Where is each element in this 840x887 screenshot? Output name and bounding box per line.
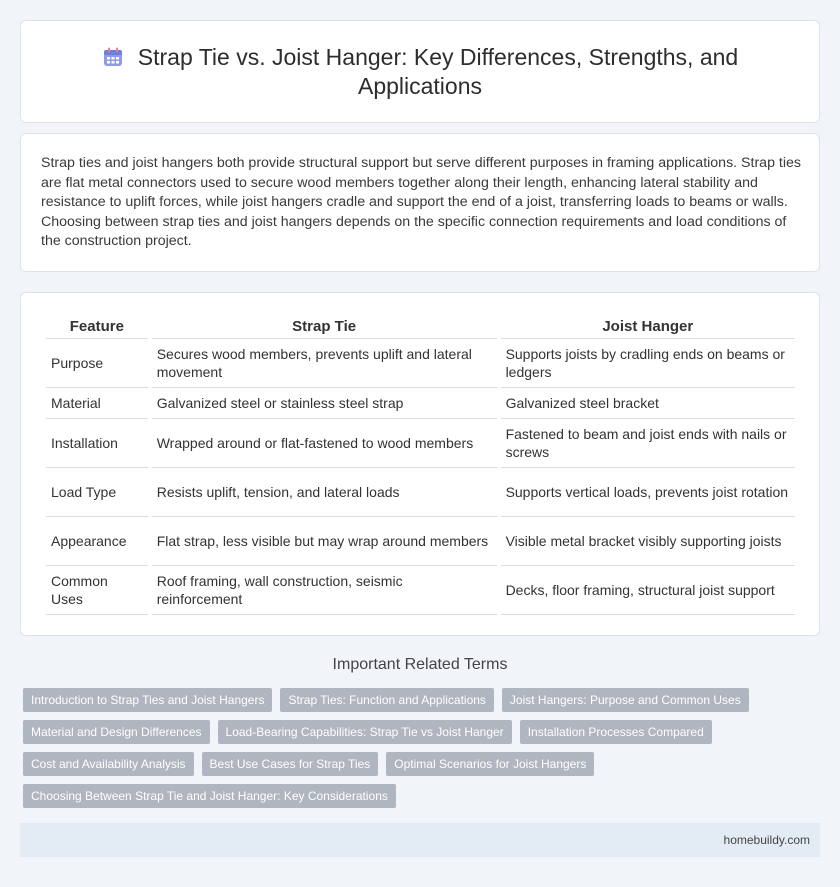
intro-paragraph: Strap ties and joist hangers both provide structural support but serve different purposes in framing applications. Strap ties are flat metal connectors used to secure wood members together along their length, enhancing lateral stability and resistance to uplift forces, while joist hangers cradle and support the end of a joist, transferring loads to beams or walls. Choosing between strap ties and joist hangers depends on the specific connection requirements and load conditions of the construction project. [41,155,801,249]
joist-hanger-cell: Fastened to beam and joist ends with nails or screws [501,419,795,468]
related-term-tag[interactable]: Joist Hangers: Purpose and Common Uses [502,688,749,712]
header-feature: Feature [46,313,148,339]
feature-cell: Load Type [46,468,148,517]
related-term-tag[interactable]: Best Use Cases for Strap Ties [202,752,379,776]
related-term-tag[interactable]: Material and Design Differences [23,720,210,744]
strap-tie-cell: Resists uplift, tension, and lateral loads [152,468,497,517]
table-row [46,339,795,388]
footer-site-name[interactable]: homebuildy.com [723,833,810,847]
comparison-table [42,313,799,615]
strap-tie-cell: Galvanized steel or stainless steel strap [152,388,497,419]
joist-hanger-cell: Supports joists by cradling ends on beams or ledgers [501,339,795,388]
feature-cell: Material [46,388,148,419]
table-row [46,419,795,468]
joist-hanger-cell: Visible metal bracket visibly supporting joists [501,517,795,566]
related-term-tag[interactable]: Cost and Availability Analysis [23,752,194,776]
strap-tie-cell: Flat strap, less visible but may wrap around members [152,517,497,566]
page-title: Strap Tie vs. Joist Hanger: Key Differences, Strengths, and Applications [137,44,739,99]
related-term-tag[interactable]: Choosing Between Strap Tie and Joist Hanger: Key Considerations [23,784,396,808]
related-term-tag[interactable]: Strap Ties: Function and Applications [280,688,493,712]
joist-hanger-cell: Decks, floor framing, structural joist support [501,566,795,615]
footer [20,823,820,857]
header-joist-hanger: Joist Hanger [501,313,795,339]
table-row [46,517,795,566]
table-row [46,468,795,517]
related-terms-title: Important Related Terms [332,656,508,673]
strap-tie-cell: Wrapped around or flat-fastened to wood members [152,419,497,468]
feature-cell: Common Uses [46,566,148,615]
related-term-tag[interactable]: Introduction to Strap Ties and Joist Hangers [23,688,272,712]
feature-cell: Purpose [46,339,148,388]
related-term-tag[interactable]: Load-Bearing Capabilities: Strap Tie vs Joist Hanger [218,720,512,744]
joist-hanger-cell: Supports vertical loads, prevents joist rotation [501,468,795,517]
page-title-container [61,43,779,101]
comparison-table-card [20,292,820,636]
table-header-row [46,313,795,339]
strap-tie-cell: Roof framing, wall construction, seismic reinforcement [152,566,497,615]
related-term-tag[interactable]: Installation Processes Compared [520,720,712,744]
header-strap-tie: Strap Tie [152,313,497,339]
strap-tie-cell: Secures wood members, prevents uplift and lateral movement [152,339,497,388]
related-terms-list [23,688,803,808]
joist-hanger-cell: Galvanized steel bracket [501,388,795,419]
table-row [46,566,795,615]
intro-card [20,133,820,272]
feature-cell: Appearance [46,517,148,566]
related-term-tag[interactable]: Optimal Scenarios for Joist Hangers [386,752,594,776]
title-card [20,20,820,123]
feature-cell: Installation [46,419,148,468]
table-row [46,388,795,419]
calendar-icon [102,46,124,68]
